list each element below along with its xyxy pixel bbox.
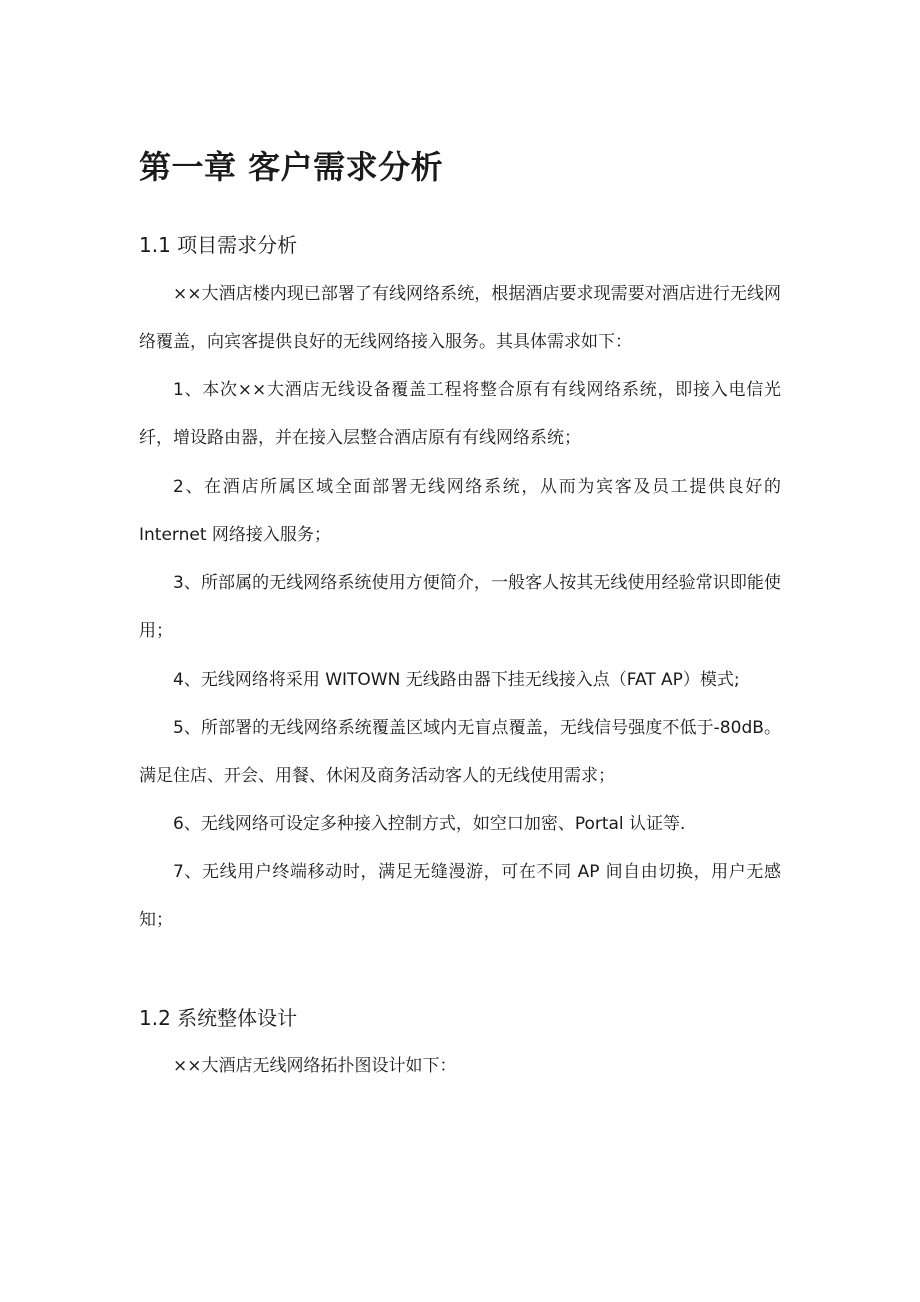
section-heading-1-2: 1.2 系统整体设计	[139, 1006, 298, 1030]
paragraph-requirement-7: 7、无线用户终端移动时，满足无缝漫游，可在不同 AP 间自由切换，用户无感知；	[139, 862, 781, 931]
paragraph-requirement-4: 4、无线网络将采用 WITOWN 无线路由器下挂无线接入点（FAT AP）模式;	[173, 670, 740, 690]
paragraph-requirement-3: 3、所部属的无线网络系统使用方便简介，一般客人按其无线使用经验常识即能使用；	[139, 573, 781, 642]
section-heading-1-1: 1.1 项目需求分析	[139, 233, 298, 257]
paragraph-requirement-2: 2、在酒店所属区域全面部署无线网络系统，从而为宾客及员工提供良好的Internet 网络接入服务；	[139, 477, 781, 546]
paragraph-topology-intro: ××大酒店无线网络拓扑图设计如下：	[173, 1056, 457, 1076]
chapter-title: 第一章 客户需求分析	[139, 148, 444, 186]
paragraph-requirement-6: 6、无线网络可设定多种接入控制方式，如空口加密、Portal 认证等.	[173, 814, 686, 834]
paragraph-requirement-5: 5、所部署的无线网络系统覆盖区域内无盲点覆盖，无线信号强度不低于-80dB。满足住店、开会、用餐、休闲及商务活动客人的无线使用需求；	[139, 718, 781, 787]
paragraph-requirement-1: 1、本次××大酒店无线设备覆盖工程将整合原有有线网络系统，即接入电信光纤，增设路由器，并在接入层整合酒店原有有线网络系统；	[139, 380, 781, 449]
paragraph-intro: ××大酒店楼内现已部署了有线网络系统，根据酒店要求现需要对酒店进行无线网络覆盖，向宾客提供良好的无线网络接入服务。其具体需求如下：	[139, 284, 781, 353]
